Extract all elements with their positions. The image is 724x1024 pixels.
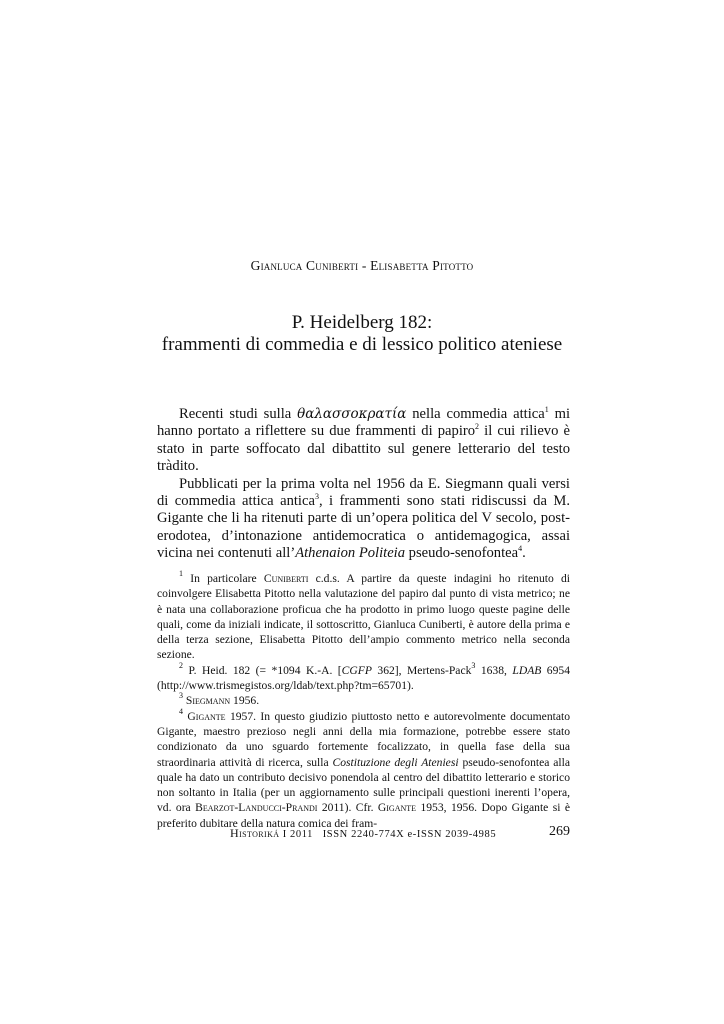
title-line-2: frammenti di commedia e di lessico politico ateniese <box>161 334 563 355</box>
text-run: P. Heid. 182 (= *1094 K.-A. [ <box>183 663 342 677</box>
edition-sup: 3 <box>471 660 476 670</box>
text-run: 1638, <box>475 663 513 677</box>
page-footer <box>230 824 570 844</box>
text-run: 1957. In questo giudizio piuttosto netto e autorevolmente documentato Gigante, maestro prezioso negli anni della mia formazione, potrebbe essere stato condizionato da uno sguardo fortemente focalizzato, in quella fase della sua straordinaria attività di ricerca, sulla <box>157 709 571 769</box>
footnote-number: 2 <box>179 660 183 670</box>
italic-ref: CGFP <box>341 663 372 677</box>
footnote-ref-3[interactable]: 3 <box>314 492 319 502</box>
footnote-number: 4 <box>179 706 183 716</box>
text-run: nella commedia attica <box>406 406 545 422</box>
author-ref: Bearzot-Landucci-Prandi <box>195 801 318 815</box>
author-ref: Siegmann <box>185 694 231 708</box>
text-run: mi hanno portato a riflettere su due frammenti di papiro <box>157 406 571 440</box>
text-run: 2011). Cfr. <box>317 801 378 815</box>
text-run: c.d.s. A partire da queste indagini ho ritenuto di coinvolgere Elisabetta Pitotto nella valutazione del papiro dal punto di vista metrico; ne è nata una collaborazione proficua che ha prodotto in primo luogo queste pagine delle quali, come da iniziali indicate, il sottoscritto, Gianluca Cuniberti, è autore della prima e della terza sezione, Elisabetta Pitotto dell’ampio commento metrico nella seconda sezione. <box>157 572 571 662</box>
italic-ref: LDAB <box>512 663 542 677</box>
footnotes <box>157 571 570 831</box>
text-run: , i frammenti sono stati ridiscussi da M. Gigante che li ha ritenuti parte di un’opera politica del V secolo, post-erodotea, d’intonazione antidemocratica o antidemagogica, assai vicina nei contenuti all’ <box>157 493 571 562</box>
text-run: . <box>522 545 526 562</box>
journal-info <box>230 826 496 841</box>
paragraph-1 <box>157 406 570 476</box>
text-run: In particolare <box>183 572 264 585</box>
article-title <box>0 312 724 356</box>
text-run: pseudo-senofontea <box>405 545 519 562</box>
text-run: 1953, 1956. Dopo Gigante si è preferito dubitare della natura comica dei fram- <box>157 801 571 830</box>
footnote-ref-1[interactable]: 1 <box>544 405 549 414</box>
text-run: Pubblicati per la prima volta nel 1956 da E. Siegmann quali versi di commedia attica antica <box>157 475 570 510</box>
article-authors: Gianluca Cuniberti - Elisabetta Pitotto <box>250 258 474 273</box>
text-run: 1956. <box>230 694 260 708</box>
issn-info: I 2011 ISSN 2240-774X e-ISSN 2039-4985 <box>282 829 497 840</box>
footnote-3 <box>157 693 570 708</box>
greek-term: θαλασσοκρατία <box>297 406 407 422</box>
text-run: 6954 (http://www.trismegistos.org/ldab/text.php?tm=65701). <box>157 663 570 693</box>
page-number: 269 <box>549 824 570 839</box>
footnote-number: 1 <box>179 569 183 578</box>
journal-name: Historiká <box>230 826 280 840</box>
footnote-4 <box>157 706 571 831</box>
author-ref: Cuniberti <box>263 572 309 585</box>
text-run: Recenti studi sulla <box>179 406 298 422</box>
paragraph-2 <box>157 476 570 563</box>
text-run: pseudo-senofontea alla quale ha dato un contributo decisivo ponendola al centro del dibattito letterario e storico non soltanto in Italia (per un aggiornamento sulle principali questioni inerenti l’opera, vd. ora <box>157 755 570 815</box>
text-run: il cui rilievo è stato in parte soffocato dal dibattito sul genere letterario del testo tràdito. <box>157 423 570 475</box>
text-run: 362], Mertens-Pack <box>371 663 472 677</box>
italic-title: Athenaion Politeia <box>295 545 406 562</box>
author-ref: Gigante <box>187 709 226 723</box>
author-ref: Gigante <box>377 801 417 815</box>
body-text <box>157 406 570 563</box>
footnote-1 <box>157 571 570 663</box>
footnote-ref-4[interactable]: 4 <box>518 544 523 554</box>
italic-title: Costituzione degli Ateniesi <box>332 755 459 769</box>
footnote-2 <box>157 660 570 694</box>
footnote-number: 3 <box>179 691 183 701</box>
footnote-ref-2[interactable]: 2 <box>475 422 480 432</box>
title-line-1: P. Heidelberg 182: <box>291 312 433 333</box>
